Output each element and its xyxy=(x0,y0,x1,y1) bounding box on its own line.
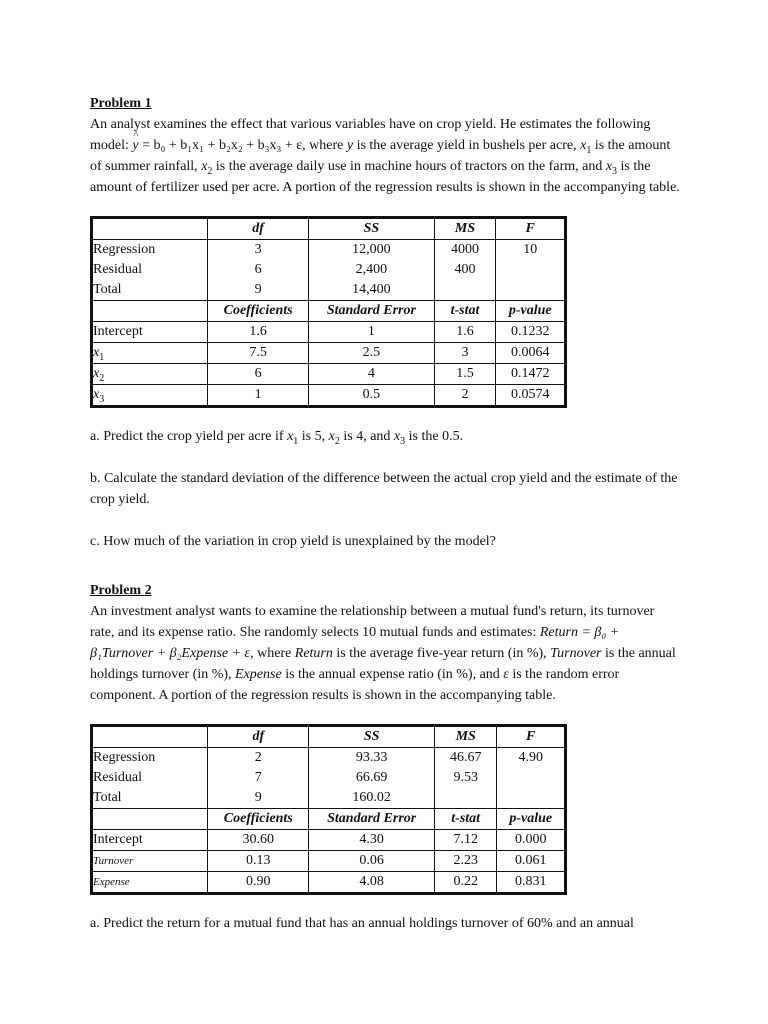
cell: 0.0574 xyxy=(496,385,566,407)
cell: 7.5 xyxy=(208,343,309,364)
header-cell: SS xyxy=(309,218,434,240)
header-cell: SS xyxy=(309,726,435,748)
intro-text: is the random error component. A portion of the regression results is shown in the accompanying table. xyxy=(90,667,620,703)
header-cell: Coefficients xyxy=(208,301,309,322)
question-text: is 5, xyxy=(298,429,329,444)
cell: 1 xyxy=(309,322,434,343)
row-label: Turnover xyxy=(92,851,208,872)
header-cell xyxy=(92,218,208,240)
var-x1: x xyxy=(287,429,294,444)
var-x2: x xyxy=(93,366,100,381)
table-row xyxy=(92,851,566,872)
row-label: Residual xyxy=(92,768,208,788)
var-expense: Expense xyxy=(235,667,282,682)
intro-text: is the average yield in bushels per acre, xyxy=(353,138,581,153)
sub-2: 2 xyxy=(99,372,105,384)
intro-text: An investment analyst wants to examine the relationship between a mutual fund's return, its turnover rate, and its expense ratio. She randomly selects 10 mutual funds and estimates: xyxy=(90,604,655,640)
var-epsilon: ε xyxy=(503,667,509,682)
cell: 3 xyxy=(434,343,496,364)
cell: 6 xyxy=(208,364,309,385)
cell: 0.831 xyxy=(497,872,566,894)
document-page xyxy=(90,93,680,934)
table-row xyxy=(92,788,566,809)
row-label: Intercept xyxy=(92,322,208,343)
cell: 30.60 xyxy=(208,830,309,851)
cell: 1.6 xyxy=(434,322,496,343)
question-1a xyxy=(90,426,680,447)
cell xyxy=(496,260,566,280)
var-x1: x xyxy=(93,345,100,360)
cell: 1.5 xyxy=(434,364,496,385)
header-cell: MS xyxy=(434,218,496,240)
var-return: Return xyxy=(294,646,333,661)
cell: 2 xyxy=(434,385,496,407)
table-row xyxy=(92,343,566,364)
row-label: Regression xyxy=(92,748,208,769)
intro-text: is the annual holdings turnover (in %), xyxy=(90,646,676,682)
header-cell: df xyxy=(208,726,309,748)
sub-3: 3 xyxy=(400,435,406,447)
cell: 0.22 xyxy=(434,872,496,894)
cell: 400 xyxy=(434,260,496,280)
row-label: Expense xyxy=(92,872,208,894)
row-label xyxy=(92,364,208,385)
table-row xyxy=(92,830,566,851)
cell: 0.000 xyxy=(497,830,566,851)
cell: 93.33 xyxy=(309,748,435,769)
cell: 0.06 xyxy=(309,851,435,872)
cell: 9 xyxy=(208,280,309,301)
cell: 4.08 xyxy=(309,872,435,894)
var-x2: x xyxy=(201,159,208,174)
table-row xyxy=(92,280,566,301)
header-cell: p-value xyxy=(496,301,566,322)
problem-1-heading: Problem 1 xyxy=(90,96,152,111)
row-label: Total xyxy=(92,788,208,809)
table-row xyxy=(92,322,566,343)
header-cell: MS xyxy=(434,726,496,748)
cell: 4.30 xyxy=(309,830,435,851)
table-row xyxy=(92,364,566,385)
cell: 0.1472 xyxy=(496,364,566,385)
intro-text: is the average daily use in machine hours of tractors on the farm, and xyxy=(212,159,606,174)
row-label: Total xyxy=(92,280,208,301)
header-cell: Coefficients xyxy=(208,809,309,830)
sub-2: 2 xyxy=(207,165,213,177)
intro-text: is the average five-year return (in %), xyxy=(332,646,551,661)
regression-table-1 xyxy=(90,216,567,408)
header-cell xyxy=(92,301,208,322)
problem-2-intro xyxy=(90,601,680,706)
model-rhs: = b₀ + b₁x₁ + b₂x₂ + b₃x₃ + ε xyxy=(138,138,303,153)
table-subheader-row xyxy=(92,809,566,830)
y-hat: ^ y xyxy=(132,135,138,156)
intro-text: An analyst examines the effect that various variables have on crop yield. He estimates the following model: xyxy=(90,117,651,153)
header-cell: Standard Error xyxy=(309,301,434,322)
sub-3: 3 xyxy=(612,165,618,177)
var-x1: x xyxy=(580,138,587,153)
cell: 0.1232 xyxy=(496,322,566,343)
question-text: is the 0.5. xyxy=(405,429,464,444)
header-cell: t-stat xyxy=(434,809,496,830)
cell: 0.90 xyxy=(208,872,309,894)
cell: 3 xyxy=(208,240,309,261)
table-row xyxy=(92,872,566,894)
question-text: a. Predict the crop yield per acre if xyxy=(90,429,288,444)
problem-1 xyxy=(90,93,680,552)
row-label xyxy=(92,385,208,407)
cell: 12,000 xyxy=(309,240,434,261)
cell: 4.90 xyxy=(497,748,566,769)
question-text: is 4, and xyxy=(339,429,394,444)
var-x3: x xyxy=(605,159,613,174)
header-cell xyxy=(92,726,208,748)
sub-1: 1 xyxy=(293,435,299,447)
cell: 6 xyxy=(208,260,309,280)
row-label: Regression xyxy=(92,240,208,261)
table-row xyxy=(92,240,566,261)
cell: 2.5 xyxy=(309,343,434,364)
problem-2-heading: Problem 2 xyxy=(90,583,152,598)
sub-2: 2 xyxy=(334,435,340,447)
table-row xyxy=(92,768,566,788)
sub-1: 1 xyxy=(586,144,592,156)
table-header-row xyxy=(92,218,566,240)
cell xyxy=(496,280,566,301)
cell: 0.0064 xyxy=(496,343,566,364)
intro-text: is the amount of summer rainfall, xyxy=(90,138,671,174)
question-1b: b. Calculate the standard deviation of the difference between the actual crop yield and the estimate of the crop yield. xyxy=(90,471,678,507)
cell: 1 xyxy=(208,385,309,407)
header-cell: F xyxy=(496,218,566,240)
cell: 9 xyxy=(208,788,309,809)
var-x2: x xyxy=(328,429,335,444)
problem-1-intro xyxy=(90,114,680,198)
question-2a: a. Predict the return for a mutual fund that has an annual holdings turnover of 60% and an annual xyxy=(90,916,634,931)
cell: 0.061 xyxy=(497,851,566,872)
intro-text: is the annual expense ratio (in %), and xyxy=(281,667,504,682)
cell: 0.13 xyxy=(208,851,309,872)
header-cell: F xyxy=(497,726,566,748)
cell: 0.5 xyxy=(309,385,434,407)
cell: 10 xyxy=(496,240,566,261)
var-turnover: Turnover xyxy=(550,646,602,661)
table-row xyxy=(92,260,566,280)
cell: 4000 xyxy=(434,240,496,261)
cell: 9.53 xyxy=(434,768,496,788)
row-label: Intercept xyxy=(92,830,208,851)
cell: 4 xyxy=(309,364,434,385)
table-header-row xyxy=(92,726,566,748)
var-x3: x xyxy=(93,387,100,402)
header-cell xyxy=(92,809,208,830)
cell: 66.69 xyxy=(309,768,435,788)
row-label xyxy=(92,343,208,364)
table-subheader-row xyxy=(92,301,566,322)
cell xyxy=(434,280,496,301)
cell: 7.12 xyxy=(434,830,496,851)
header-cell: df xyxy=(208,218,309,240)
header-cell: t-stat xyxy=(434,301,496,322)
table-row xyxy=(92,748,566,769)
table-row xyxy=(92,385,566,407)
regression-table-2 xyxy=(90,724,567,895)
cell xyxy=(434,788,496,809)
question-1c: c. How much of the variation in crop yield is unexplained by the model? xyxy=(90,534,496,549)
header-cell: p-value xyxy=(497,809,566,830)
cell: 7 xyxy=(208,768,309,788)
var-x3: x xyxy=(393,429,401,444)
cell: 46.67 xyxy=(434,748,496,769)
var-y: y xyxy=(346,138,354,153)
cell: 14,400 xyxy=(309,280,434,301)
sub-1: 1 xyxy=(99,351,105,363)
cell: 1.6 xyxy=(208,322,309,343)
row-label: Residual xyxy=(92,260,208,280)
intro-text: is the amount of fertilizer used per acre. A portion of the regression results is shown in the accompanying table. xyxy=(90,159,680,195)
header-cell: Standard Error xyxy=(309,809,435,830)
cell: 2 xyxy=(208,748,309,769)
cell: 160.02 xyxy=(309,788,435,809)
cell xyxy=(497,768,566,788)
cell: 2.23 xyxy=(434,851,496,872)
cell xyxy=(497,788,566,809)
sub-3: 3 xyxy=(99,393,105,405)
problem-2 xyxy=(90,580,680,934)
cell: 2,400 xyxy=(309,260,434,280)
intro-text: , where xyxy=(250,646,295,661)
model-equation: Return = β₀ + β₁Turnover + β₂Expense + ε xyxy=(90,625,620,661)
intro-text: , where xyxy=(302,138,347,153)
